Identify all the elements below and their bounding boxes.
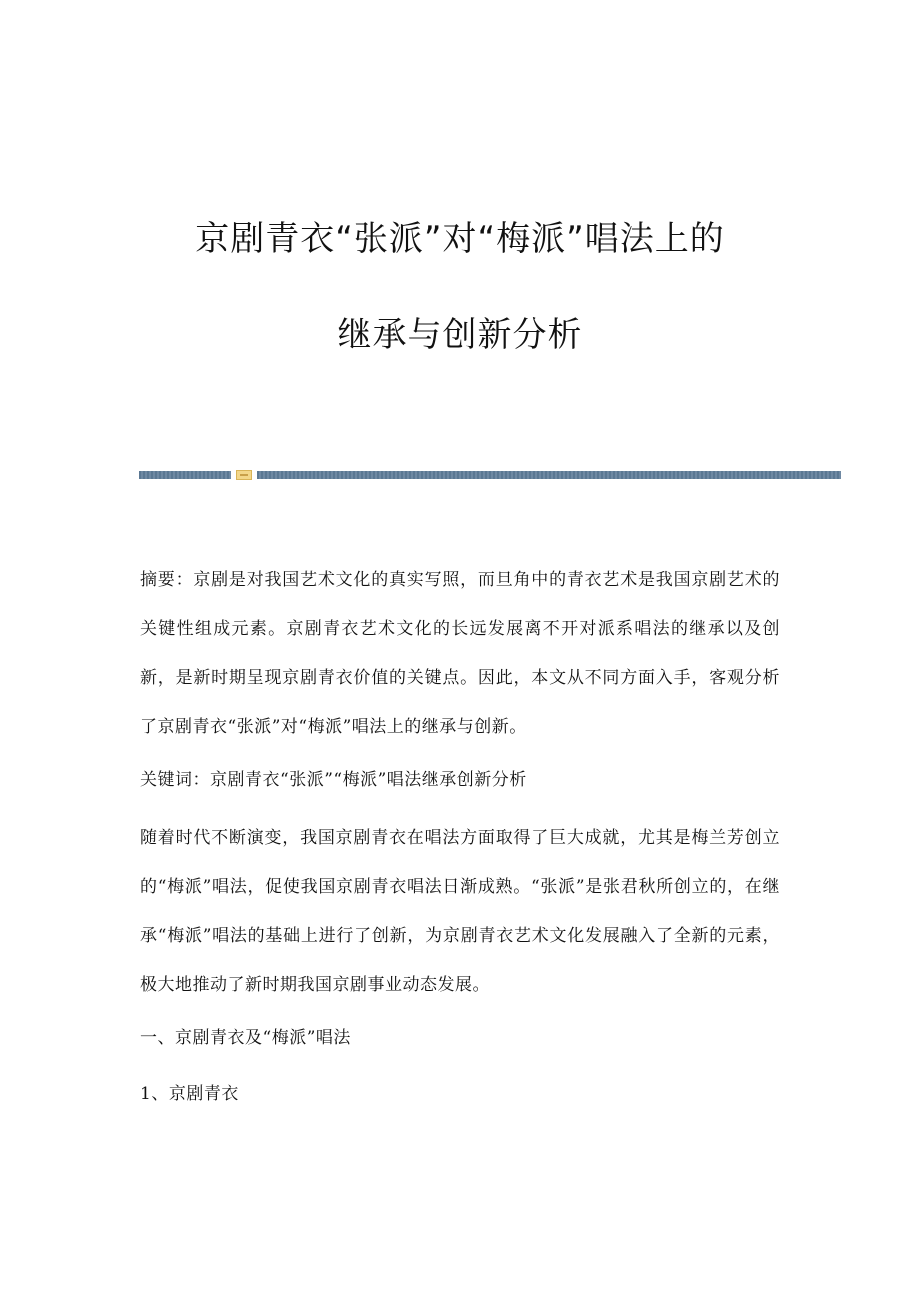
divider-bar-right <box>257 471 841 479</box>
document-title-line-1: 京剧青衣“张派”对“梅派”唱法上的 <box>195 219 725 259</box>
intro-paragraph: 随着时代不断演变，我国京剧青衣在唱法方面取得了巨大成就，尤其是梅兰芳创立的“梅派”唱法，促使我国京剧青衣唱法日渐成熟。“张派”是张君秋所创立的，在继承“梅派”唱法的基础上进行了创新，为京剧青衣艺术文化发展融入了全新的元素，极大地推动了新时期我国京剧事业动态发展。 <box>140 828 780 995</box>
title-divider <box>139 470 841 480</box>
subsection-heading: 1、京剧青衣 <box>140 1084 239 1104</box>
section-heading: 一、京剧青衣及“梅派”唱法 <box>140 1028 351 1048</box>
abstract-paragraph: 摘要：京剧是对我国艺术文化的真实写照，而旦角中的青衣艺术是我国京剧艺术的关键性组成元素。京剧青衣艺术文化的长远发展离不开对派系唱法的继承以及创新，是新时期呈现京剧青衣价值的关键点。因此，本文从不同方面入手，客观分析了京剧青衣“张派”对“梅派”唱法上的继承与创新。 <box>140 570 780 737</box>
divider-bar-left <box>139 471 231 479</box>
divider-ornament-icon <box>236 470 252 480</box>
document-title-line-2: 继承与创新分析 <box>337 315 583 355</box>
keywords-line: 关键词：京剧青衣“张派”“梅派”唱法继承创新分析 <box>140 770 527 790</box>
